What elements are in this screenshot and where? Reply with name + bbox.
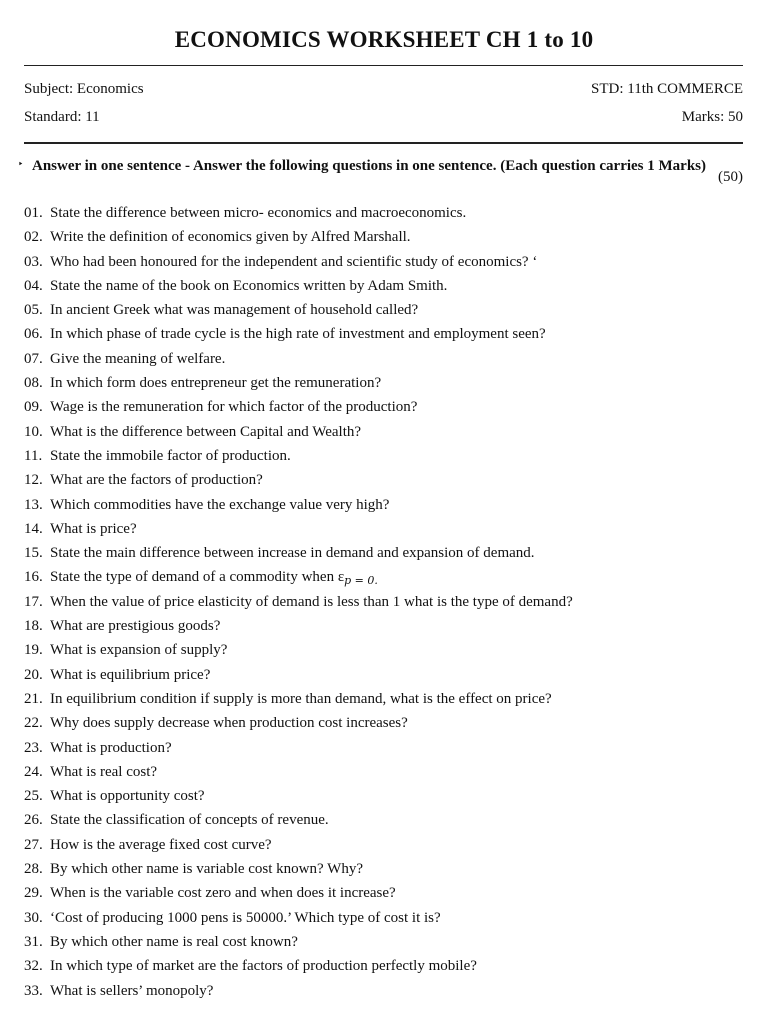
question-text: In equilibrium condition if supply is more than demand, what is the effect on price? <box>50 690 552 707</box>
question-item <box>24 322 744 346</box>
question-item <box>24 760 744 784</box>
question-item <box>24 250 744 274</box>
question-item <box>24 881 744 905</box>
question-item <box>24 274 744 298</box>
subject-label: Subject: Economics <box>24 81 144 97</box>
question-item <box>24 371 744 395</box>
question-item <box>24 493 744 517</box>
question-number: 08. <box>24 375 43 392</box>
standard-label: Standard: 11 <box>24 109 100 125</box>
question-number: 26. <box>24 812 43 829</box>
question-item <box>24 663 744 687</box>
question-number: 07. <box>24 350 43 367</box>
question-number: 13. <box>24 496 43 513</box>
question-number: 19. <box>24 642 43 659</box>
question-text: What is production? <box>50 739 172 756</box>
question-item <box>24 541 744 565</box>
question-text: In which form does entrepreneur get the remuneration? <box>50 375 382 392</box>
question-text: By which other name is real cost known? <box>50 933 298 950</box>
question-item <box>24 930 744 954</box>
question-number: 30. <box>24 909 43 926</box>
question-text: Wage is the remuneration for which factor of the production? <box>50 399 418 416</box>
question-math: p = 0. <box>344 574 378 588</box>
question-number: 23. <box>24 739 43 756</box>
question-item <box>24 736 744 760</box>
question-text: State the immobile factor of production. <box>50 447 291 464</box>
question-item <box>24 201 744 225</box>
question-text: Give the meaning of welfare. <box>50 350 226 367</box>
question-item <box>24 347 744 371</box>
question-text: Who had been honoured for the independent and scientific study of economics? ‘ <box>50 253 538 270</box>
question-text: When the value of price elasticity of demand is less than 1 what is the type of demand? <box>50 593 573 610</box>
question-number: 24. <box>24 763 43 780</box>
question-text: In which type of market are the factors of production perfectly mobile? <box>50 958 477 975</box>
question-item <box>24 420 744 444</box>
question-text: Which commodities have the exchange value very high? <box>50 496 390 513</box>
question-item <box>24 808 744 832</box>
question-number: 18. <box>24 618 43 635</box>
question-number: 21. <box>24 690 43 707</box>
question-item <box>24 784 744 808</box>
std-label: STD: 11th COMMERCE <box>591 81 743 97</box>
bullet-icon: ‣ <box>18 159 24 169</box>
marks-label: Marks: 50 <box>681 109 743 125</box>
question-number: 32. <box>24 958 43 975</box>
question-number: 20. <box>24 666 43 683</box>
section-heading: Answer in one sentence - Answer the following questions in one sentence. (Each question carries 1 Marks) <box>32 158 707 174</box>
question-item <box>24 395 744 419</box>
question-number: 09. <box>24 399 43 416</box>
question-item <box>24 711 744 735</box>
question-number: 10. <box>24 423 43 440</box>
question-text: ‘Cost of producing 1000 pens is 50000.’ Which type of cost it is? <box>50 909 441 926</box>
question-number: 01. <box>24 205 43 221</box>
question-number: 15. <box>24 545 43 562</box>
question-text: What are prestigious goods? <box>50 618 221 635</box>
question-number: 28. <box>24 861 43 878</box>
question-item <box>24 954 744 978</box>
question-text: State the difference between micro- economics and macroeconomics. <box>50 205 467 221</box>
question-number: 25. <box>24 788 43 805</box>
question-item <box>24 906 744 930</box>
question-text: How is the average fixed cost curve? <box>50 836 272 853</box>
question-number: 16. <box>24 569 43 586</box>
question-text: What is the difference between Capital and Wealth? <box>50 423 362 440</box>
question-item <box>24 833 744 857</box>
question-item <box>24 298 744 322</box>
question-text: State the type of demand of a commodity when ε <box>50 569 345 586</box>
question-text: In ancient Greek what was management of household called? <box>50 302 419 319</box>
question-number: 03. <box>24 253 43 270</box>
header-divider-top <box>24 65 743 66</box>
question-text: What are the factors of production? <box>50 472 263 489</box>
header-divider-bottom <box>24 142 743 144</box>
question-number: 22. <box>24 715 43 732</box>
question-item <box>24 565 744 589</box>
question-text: What is sellers’ monopoly? <box>50 982 214 999</box>
question-item <box>24 517 744 541</box>
question-list <box>24 201 744 1003</box>
question-item <box>24 614 744 638</box>
question-item <box>24 468 744 492</box>
question-text: What is price? <box>50 520 137 537</box>
question-text: Why does supply decrease when production cost increases? <box>50 715 408 732</box>
page-title: ECONOMICS WORKSHEET CH 1 to 10 <box>174 27 594 52</box>
question-number: 02. <box>24 229 43 246</box>
question-item <box>24 857 744 881</box>
question-number: 27. <box>24 836 43 853</box>
question-number: 14. <box>24 520 43 537</box>
question-text: State the main difference between increase in demand and expansion of demand. <box>50 545 535 562</box>
question-text: By which other name is variable cost known? Why? <box>50 861 363 878</box>
question-number: 05. <box>24 302 43 319</box>
section-marks: (50) <box>718 169 743 185</box>
question-item <box>24 979 744 1003</box>
question-text: What is real cost? <box>50 763 158 780</box>
question-number: 33. <box>24 982 43 999</box>
question-number: 31. <box>24 933 43 950</box>
question-text: What is opportunity cost? <box>50 788 205 805</box>
question-item <box>24 444 744 468</box>
question-text: What is equilibrium price? <box>50 666 211 683</box>
question-item <box>24 638 744 662</box>
question-text: State the name of the book on Economics written by Adam Smith. <box>50 277 448 294</box>
question-number: 11. <box>24 447 43 464</box>
question-text: When is the variable cost zero and when does it increase? <box>50 885 396 902</box>
question-item <box>24 590 744 614</box>
question-number: 12. <box>24 472 43 489</box>
question-text: Write the definition of economics given by Alfred Marshall. <box>50 229 411 246</box>
question-item <box>24 687 744 711</box>
question-text: State the classification of concepts of revenue. <box>50 812 329 829</box>
question-text: What is expansion of supply? <box>50 642 228 659</box>
question-number: 06. <box>24 326 43 343</box>
question-text: In which phase of trade cycle is the high rate of investment and employment seen? <box>50 326 546 343</box>
question-number: 29. <box>24 885 43 902</box>
question-item <box>24 225 744 249</box>
question-number: 17. <box>24 593 43 610</box>
question-number: 04. <box>24 277 43 294</box>
